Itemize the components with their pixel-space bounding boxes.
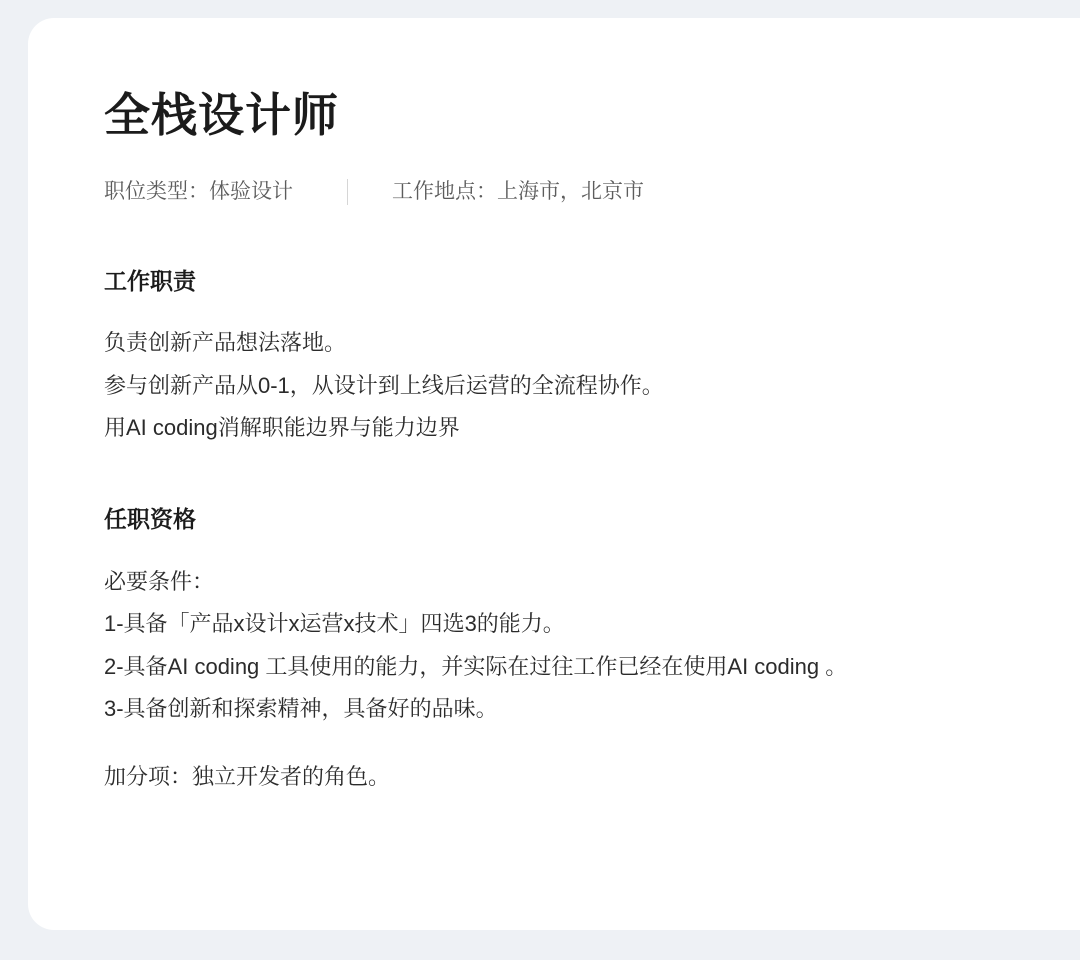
qualifications-lines: [104, 561, 1080, 798]
qualification-line: 必要条件：: [104, 569, 215, 595]
section-qualifications: [104, 505, 1080, 798]
qualification-line: 3-具备创新和探索精神，具备好的品味。: [104, 695, 498, 721]
qualification-line: 1-具备「产品x设计x运营x技术」四选3的能力。: [104, 611, 565, 637]
job-description-card: [28, 18, 1080, 930]
paragraph-spacer: [104, 730, 1080, 756]
qualification-bonus-line: 加分项：独立开发者的角色。: [104, 764, 391, 789]
responsibility-line: 参与创新产品从0-1，从设计到上线后运营的全流程协作。: [104, 372, 664, 398]
job-type-label: 职位类型：体验设计: [104, 180, 293, 204]
responsibility-line: 负责创新产品想法落地。: [104, 330, 347, 356]
responsibilities-lines: [104, 322, 1080, 449]
page-title: 全栈设计师: [104, 89, 339, 141]
section-heading-responsibilities: 工作职责: [104, 267, 196, 294]
job-location-label: 工作地点：上海市，北京市: [392, 180, 644, 204]
card-content: [28, 18, 1080, 798]
job-meta-row: [104, 177, 1080, 206]
responsibility-line: 用AI coding消解职能边界与能力边界: [104, 414, 460, 440]
section-responsibilities: [104, 267, 1080, 450]
section-heading-qualifications: 任职资格: [104, 506, 196, 533]
qualification-line: 2-具备AI coding 工具使用的能力，并实际在过往工作已经在使用AI coding 。: [104, 653, 848, 679]
meta-divider: [347, 179, 348, 205]
